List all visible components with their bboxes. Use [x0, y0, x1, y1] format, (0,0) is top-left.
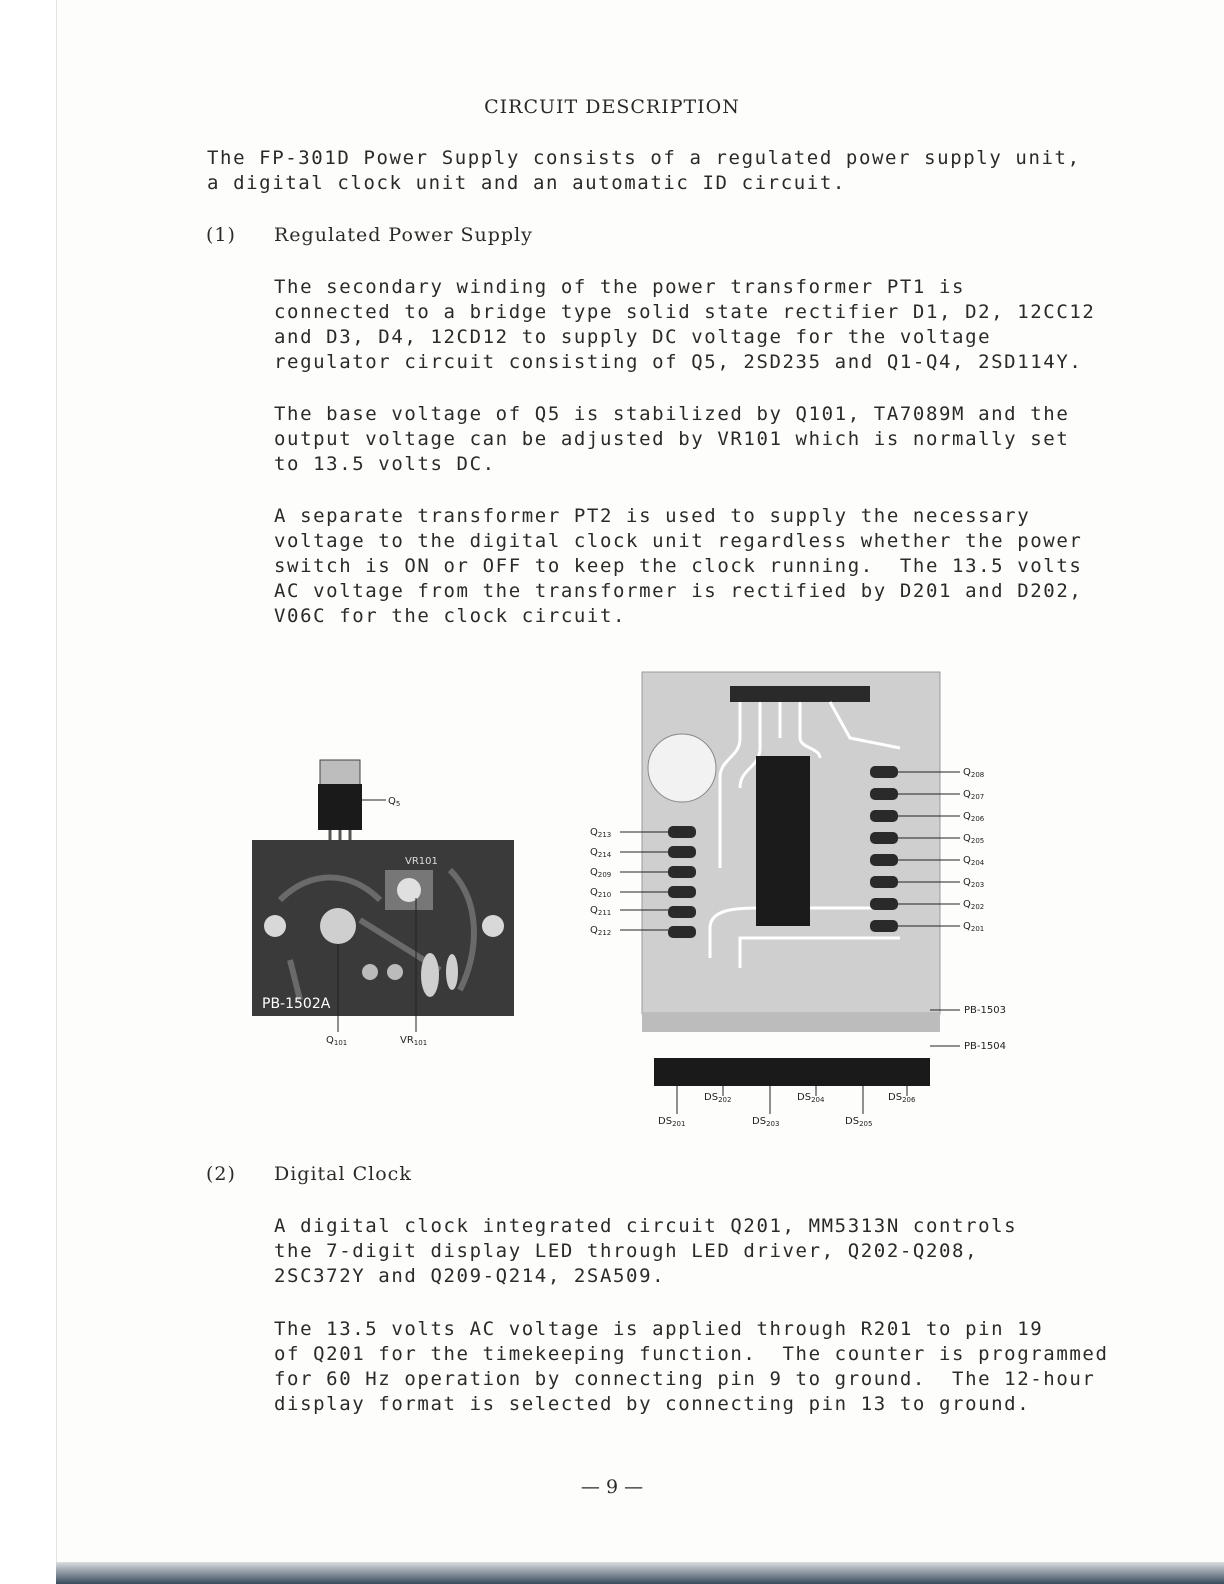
- label-q212: $Q_{212}$: [590, 925, 612, 937]
- label-q201: $Q_{201}$: [963, 921, 985, 933]
- label-ds202: $DS_{202}$: [704, 1092, 732, 1104]
- label-q211: $Q_{211}$: [590, 905, 612, 917]
- label-ds204: $DS_{204}$: [797, 1092, 825, 1104]
- section-2-paragraph-1: A digital clock integrated circuit Q201, MM5313N controls the 7-digit display LED through LED driver, Q202-Q208, 2SC372Y and Q209-Q214, 2SA509.: [274, 1215, 1018, 1287]
- label-q210: $Q_{210}$: [590, 887, 612, 899]
- page-edge: [0, 0, 57, 1584]
- label-ds205: $DS_{205}$: [845, 1116, 873, 1128]
- section-1-paragraph-2: The base voltage of Q5 is stabilized by Q101, TA7089M and the output voltage can be adjusted by VR101 which is normally set to 13.5 volts DC.: [274, 403, 1070, 475]
- label-q206: $Q_{206}$: [963, 811, 985, 823]
- label-q5: $Q_5$: [388, 796, 401, 808]
- section-1-paragraph-3: A separate transformer PT2 is used to supply the necessary voltage to the digital clock unit regardless whether the power switch is ON or OFF to keep the clock running. The 13.5 volts AC voltage from the transformer is rectified by D201 and D202, V06C for the clock circuit.: [274, 505, 1083, 627]
- page-title: CIRCUIT DESCRIPTION: [484, 96, 740, 118]
- label-q213: $Q_{213}$: [590, 827, 612, 839]
- page-number: — 9 —: [580, 1476, 644, 1498]
- section-1-number: (1): [206, 224, 236, 246]
- intro-paragraph: The FP-301D Power Supply consists of a regulated power supply unit, a digital clock unit and an automatic ID circuit.: [207, 147, 1081, 194]
- pb1502a-board-label: PB-1502A: [262, 996, 331, 1012]
- label-vr101: $VR_{101}$: [400, 1035, 428, 1047]
- label-q214: $Q_{214}$: [590, 847, 612, 859]
- label-ds206: $DS_{206}$: [888, 1092, 916, 1104]
- pb1502a-photo: [240, 750, 530, 1060]
- label-ds201: $DS_{201}$: [658, 1116, 686, 1128]
- label-q101: $Q_{101}$: [326, 1035, 348, 1047]
- section-2-heading: Digital Clock: [274, 1163, 412, 1185]
- section-1-heading: Regulated Power Supply: [274, 224, 533, 246]
- label-q203: $Q_{203}$: [963, 877, 985, 889]
- label-ds203: $DS_{203}$: [752, 1116, 780, 1128]
- scan-bottom-edge: [56, 1562, 1224, 1584]
- label-q205: $Q_{205}$: [963, 833, 985, 845]
- label-q209: $Q_{209}$: [590, 867, 612, 879]
- vr101-silkscreen: VR101: [405, 856, 438, 867]
- pb1503-photo: [580, 668, 1040, 1133]
- label-q202: $Q_{202}$: [963, 899, 985, 911]
- label-q208: $Q_{208}$: [963, 767, 985, 779]
- section-2-number: (2): [206, 1163, 236, 1185]
- label-q204: $Q_{204}$: [963, 855, 985, 867]
- label-pb1504: PB-1504: [964, 1041, 1006, 1052]
- label-pb1503: PB-1503: [964, 1005, 1006, 1016]
- section-2-paragraph-2: The 13.5 volts AC voltage is applied through R201 to pin 19 of Q201 for the timekeeping function. The counter is programmed for 60 Hz operation by connecting pin 9 to ground. The 12-hour display format is selected by connecting pin 13 to ground.: [274, 1318, 1109, 1415]
- section-1-paragraph-1: The secondary winding of the power transformer PT1 is connected to a bridge type solid state rectifier D1, D2, 12CC12 and D3, D4, 12CD12 to supply DC voltage for the voltage regulator circuit consisting of Q5, 2SD235 and Q1-Q4, 2SD114Y.: [274, 276, 1096, 373]
- label-q207: $Q_{207}$: [963, 789, 985, 801]
